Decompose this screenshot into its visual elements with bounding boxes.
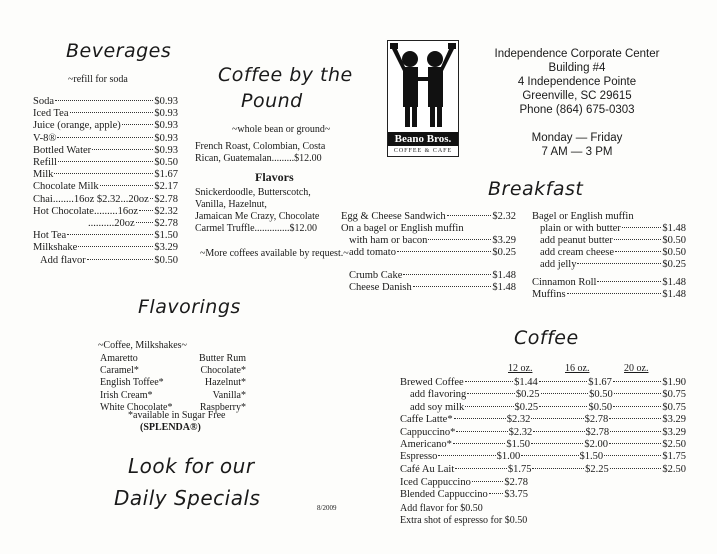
flavors-line-4: Carmel Truffle..............$12.00 [195, 223, 318, 234]
coffee-item-row [400, 377, 686, 389]
menu-item-price: $0.93 [154, 96, 178, 107]
coffee-price-12oz: $2.32 [506, 414, 531, 426]
coffee-price-12oz: $2.32 [508, 426, 533, 438]
dot-leader [567, 293, 662, 294]
flavoring-item: Caramel* [100, 365, 139, 377]
menu-item-price: $3.75 [504, 489, 528, 501]
menu-item-name: Soda [33, 96, 54, 107]
menu-item [33, 108, 178, 120]
coffee-pound-note: ~whole bean or ground~ [232, 124, 331, 135]
flavoring-item: Chocolate* [200, 365, 246, 377]
menu-item [33, 120, 178, 132]
menu-item [33, 169, 178, 181]
dot-leader [615, 251, 661, 252]
dot-leader [609, 418, 661, 419]
menu-item [540, 235, 686, 247]
dot-leader [455, 468, 507, 469]
menu-item [33, 181, 178, 193]
dot-leader [78, 246, 153, 247]
menu-item-price: $0.50 [154, 157, 178, 168]
dot-leader [397, 251, 491, 252]
menu-item-price: $2.78 [504, 477, 528, 488]
address-line-3: 4 Independence Pointe [517, 76, 637, 88]
menu-item-name: with ham or bacon [349, 235, 428, 246]
phone-number: Phone (864) 675-0303 [519, 104, 635, 116]
menu-item-name: plain or with butter [540, 223, 621, 234]
dot-leader [533, 431, 584, 432]
more-coffees-note: ~More coffees available by request.~ [200, 248, 349, 259]
menu-item-price: $0.50 [154, 254, 178, 266]
dot-leader [577, 263, 661, 264]
dot-leader [531, 443, 583, 444]
flavoring-item: Irish Cream* [100, 389, 153, 401]
menu-item [532, 277, 686, 289]
menu-item [400, 477, 528, 489]
logo-figures-icon [388, 41, 458, 129]
flavoring-item: Butter Rum [199, 353, 246, 364]
menu-item-price: $2.78 [154, 218, 178, 229]
menu-item-name: On a bagel or English muffin [341, 223, 464, 234]
menu-item-price: $1.48 [492, 282, 516, 293]
dot-leader [539, 381, 587, 382]
coffee-price-16oz: $2.78 [585, 426, 610, 438]
dot-leader [539, 406, 587, 407]
menu-item-name: Hot Chocolate.........16oz [33, 205, 138, 217]
menu-item-price: $0.50 [662, 247, 686, 258]
flavoring-item: Amaretto [100, 353, 138, 364]
dot-leader [456, 431, 507, 432]
menu-item [88, 218, 178, 230]
coffee-item-row [400, 414, 686, 426]
coffee-item-name: Americano* [400, 439, 452, 450]
menu-item-name: V-8® [33, 132, 57, 144]
menu-item-name: Hot Tea [33, 230, 67, 242]
dot-leader [150, 198, 154, 199]
dot-leader [92, 149, 153, 150]
dot-leader [489, 493, 504, 494]
coffee-price-20oz: $2.50 [662, 439, 686, 450]
dot-leader [87, 259, 154, 260]
menu-item [349, 247, 516, 259]
menu-item-price: $0.50 [662, 235, 686, 246]
flavoring-item: English Toffee* [100, 377, 164, 389]
menu-item-price: $1.48 [492, 270, 516, 281]
address-line-1: Independence Corporate Center [494, 48, 660, 60]
menu-item-name: Chocolate Milk [33, 181, 99, 193]
coffee-price-16oz: $0.50 [589, 389, 613, 401]
extra-shot-note: Extra shot of espresso for $0.50 [400, 515, 528, 526]
menu-item [341, 211, 516, 223]
flavoring-item: Raspberry* [199, 401, 246, 413]
menu-item-price: $0.25 [662, 259, 686, 270]
dot-leader [604, 455, 661, 456]
dot-leader [614, 393, 662, 394]
logo [387, 40, 459, 157]
flavorings-title: Flavorings [138, 296, 241, 318]
menu-item-name: ..........20oz [88, 218, 135, 229]
specials-line-1: Look for our [128, 454, 255, 478]
menu-item [540, 247, 686, 259]
menu-item-name: Bagel or English muffin [532, 211, 634, 222]
dot-leader [122, 124, 154, 125]
flavoring-item: Hazelnut* [204, 377, 246, 389]
menu-item-name: Juice (orange, apple) [33, 120, 121, 132]
menu-item-price: $0.93 [154, 144, 178, 156]
coffee-pound-title-2: Pound [241, 90, 303, 112]
coffee-item-row [400, 464, 686, 476]
dot-leader [472, 481, 504, 482]
menu-item [33, 206, 178, 218]
address-block [472, 47, 682, 159]
splenda-note: (SPLENDA®) [140, 422, 201, 433]
dot-leader [55, 100, 153, 101]
dot-leader [100, 185, 154, 186]
dot-leader [58, 161, 153, 162]
menu-item-price: $0.93 [154, 120, 178, 132]
coffee-pound-title-1: Coffee by the [218, 64, 353, 86]
dot-leader [609, 443, 661, 444]
dot-leader [54, 173, 153, 174]
dot-leader [447, 215, 492, 216]
address-line-2: Building #4 [548, 62, 606, 74]
menu-item [33, 96, 178, 108]
flavorings-subtitle: ~Coffee, Milkshakes~ [98, 340, 187, 351]
coffee-pound-blend-2: Rican, Guatemalan.........$12.00 [195, 153, 322, 164]
menu-item-price: $1.48 [662, 223, 686, 234]
menu-item [33, 157, 178, 169]
size-12oz: 12 oz. [508, 363, 533, 374]
flavors-heading: Flavors [255, 170, 294, 184]
menu-item-price: $1.50 [154, 230, 178, 242]
coffee-price-20oz: $3.29 [662, 426, 686, 438]
coffee-price-12oz: $0.25 [514, 401, 539, 413]
menu-item [349, 282, 516, 294]
menu-item-name: Milkshake [33, 242, 78, 254]
menu-item [33, 230, 178, 242]
business-days: Monday — Friday [531, 132, 623, 144]
menu-item [33, 133, 178, 145]
menu-item-name: add tomato [349, 247, 396, 258]
menu-item-price: $1.48 [662, 277, 686, 288]
logo-tagline: COFFEE & CAFE [393, 148, 453, 154]
beverages-title: Beverages [66, 40, 172, 62]
coffee-item-name: Café Au Lait [400, 463, 455, 475]
menu-item-name: Cheese Danish [349, 282, 412, 293]
dot-leader [403, 274, 491, 275]
coffee-price-16oz: $0.50 [588, 401, 613, 413]
dot-leader [622, 227, 662, 228]
menu-item [540, 223, 686, 235]
logo-name: Beano Bros. [388, 132, 458, 146]
coffee-price-20oz: $0.75 [662, 389, 686, 401]
dot-leader [413, 286, 492, 287]
coffee-price-12oz: $1.44 [514, 377, 538, 388]
dot-leader [57, 137, 153, 138]
dot-leader [521, 455, 578, 456]
coffee-item-name: add flavoring [410, 389, 467, 401]
size-16oz: 16 oz. [565, 363, 590, 374]
dot-leader [438, 455, 495, 456]
menu-item [341, 223, 516, 235]
sugar-free-note: *available in Sugar Free [128, 410, 226, 421]
coffee-pound-blend-1: French Roast, Colombian, Costa [195, 141, 326, 152]
menu-item-name: Egg & Cheese Sandwich [341, 211, 446, 222]
flavors-line-3: Jamaican Me Crazy, Chocolate [195, 211, 320, 222]
menu-item-name: Blended Cappuccino [400, 489, 488, 501]
size-20oz: 20 oz. [624, 363, 649, 374]
dot-leader [467, 393, 515, 394]
menu-item-price: $1.48 [662, 289, 686, 300]
coffee-price-20oz: $1.90 [662, 377, 686, 388]
coffee-price-12oz: $1.50 [506, 439, 530, 450]
menu-item-price: $2.78 [154, 193, 178, 205]
coffee-price-16oz: $1.50 [579, 451, 604, 463]
menu-item-price: $2.32 [154, 205, 178, 217]
menu-item [33, 194, 178, 206]
menu-item [400, 489, 528, 501]
menu-item [540, 259, 686, 271]
coffee-item-row [400, 451, 686, 463]
menu-item-name: Bottled Water [33, 144, 92, 156]
coffee-price-20oz: $1.75 [662, 451, 687, 463]
menu-item-name: Milk [33, 169, 54, 181]
menu-item-price: $3.29 [492, 235, 516, 246]
menu-item-name: Muffins [532, 289, 566, 300]
specials-line-2: Daily Specials [114, 486, 261, 510]
coffee-price-20oz: $2.50 [662, 463, 686, 475]
add-flavor-note: Add flavor for $0.50 [400, 503, 483, 514]
menu-item-name: Iced Tea [33, 108, 69, 120]
menu-item-price: $0.25 [492, 247, 516, 258]
menu-item-name: Iced Cappuccino [400, 477, 471, 488]
menu-item [532, 289, 686, 301]
menu-item-name: add jelly [540, 259, 577, 270]
coffee-price-12oz: $1.75 [507, 463, 532, 475]
breakfast-title: Breakfast [488, 178, 584, 200]
menu-item-name: Chai........16oz $2.32...20oz [33, 193, 149, 205]
menu-item-price: $0.93 [154, 108, 178, 120]
dot-leader [531, 418, 583, 419]
address-line-4: Greenville, SC 29615 [522, 90, 632, 102]
flavors-line-1: Snickerdoodle, Butterscotch, [195, 187, 311, 198]
menu-item-name: Crumb Cake [349, 270, 403, 281]
coffee-item-name: Caffe Latte* [400, 414, 453, 426]
coffee-item-name: Brewed Coffee [400, 377, 464, 388]
coffee-item-name: Cappuccino* [400, 426, 456, 438]
menu-item [532, 211, 686, 223]
coffee-item-name: Espresso [400, 451, 438, 463]
coffee-price-20oz: $0.75 [662, 401, 687, 413]
menu-item-price: $0.93 [154, 132, 178, 144]
coffee-item-row [410, 389, 686, 401]
coffee-price-12oz: $1.00 [496, 451, 521, 463]
business-hours: 7 AM — 3 PM [541, 146, 613, 158]
dot-leader [613, 381, 661, 382]
dot-leader [465, 406, 513, 407]
flavoring-item: White Chocolate* [100, 401, 173, 413]
menu-item-price: $1.67 [154, 169, 178, 181]
menu-item [349, 235, 516, 247]
coffee-item-row [400, 427, 686, 439]
menu-item [349, 270, 516, 282]
flavoring-item: Vanilla* [212, 389, 246, 401]
dot-leader [610, 468, 662, 469]
dot-leader [610, 431, 661, 432]
dot-leader [613, 406, 661, 407]
coffee-price-16oz: $2.78 [584, 414, 609, 426]
coffee-price-20oz: $3.29 [662, 414, 687, 426]
dot-leader [454, 418, 506, 419]
dot-leader [70, 112, 154, 113]
coffee-price-16oz: $2.00 [584, 439, 608, 450]
coffee-item-row [410, 402, 686, 414]
menu-item [40, 255, 178, 267]
menu-item-name: Refill [33, 157, 57, 168]
beverages-note: ~refill for soda [68, 74, 128, 85]
menu-item [33, 145, 178, 157]
coffee-price-12oz: $0.25 [515, 389, 540, 401]
dot-leader [597, 281, 661, 282]
menu-item-price: $2.32 [492, 211, 516, 222]
coffee-price-16oz: $2.25 [585, 463, 609, 475]
menu-item [33, 242, 178, 254]
dot-leader [453, 443, 505, 444]
dot-leader [614, 239, 661, 240]
dot-leader [139, 210, 153, 211]
menu-item-price: $2.17 [154, 181, 178, 193]
dot-leader [136, 222, 154, 223]
menu-item-name: add cream cheese [540, 247, 615, 258]
flavors-line-2: Vanilla, Hazelnut, [195, 199, 267, 210]
coffee-item-row [400, 439, 686, 451]
dot-leader [465, 381, 513, 382]
dot-leader [67, 234, 153, 235]
menu-item-price: $3.29 [154, 242, 178, 254]
dot-leader [541, 393, 589, 394]
coffee-price-16oz: $1.67 [588, 377, 612, 388]
coffee-item-name: add soy milk [410, 401, 465, 413]
menu-item-name: Cinnamon Roll [532, 277, 597, 288]
dot-leader [532, 468, 584, 469]
print-date: 8/2009 [317, 504, 337, 512]
menu-item-name: add peanut butter [540, 235, 613, 246]
dot-leader [428, 239, 491, 240]
menu-item-name: Add flavor [40, 254, 86, 266]
coffee-title: Coffee [514, 327, 579, 349]
